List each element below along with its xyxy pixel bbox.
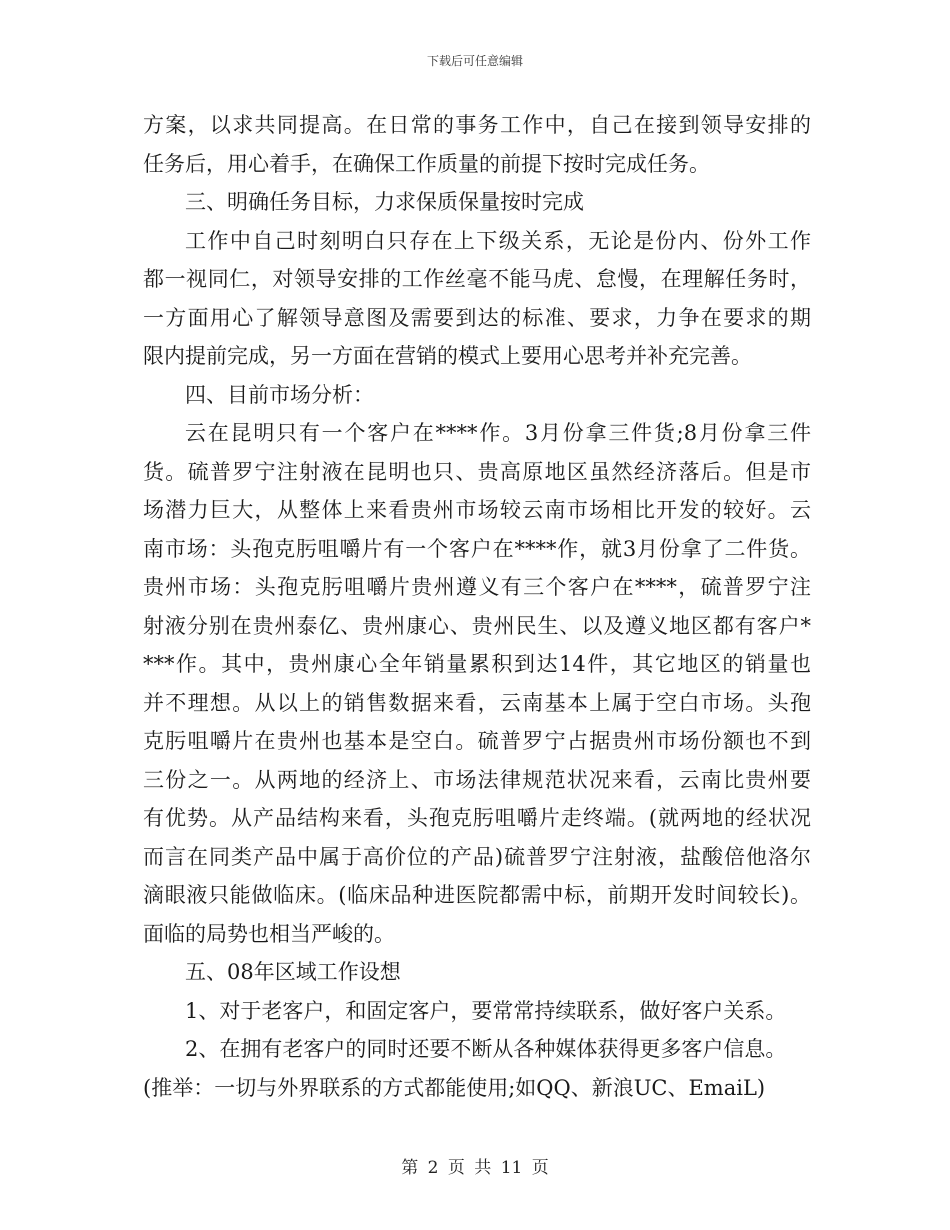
text-line: 都一视同仁，对领导安排的工作丝毫不能马虎、怠慢，在理解任务时， <box>143 267 811 291</box>
text-line: 南市场：头孢克肟咀嚼片有一个客户在****作，就3月份拿了二件货。 <box>143 536 811 561</box>
page-footer: 第 2 页 共 11 页 <box>401 1158 549 1178</box>
text-line: 滴眼液只能做临床。(临床品种进医院都需中标，前期开发时间较长)。 <box>143 883 811 907</box>
text-line: (推举：一切与外界联系的方式都能使用;如QQ、新浪UC、EmaiL) <box>143 1075 766 1100</box>
text-line: 限内提前完成，另一方面在营销的模式上要用心思考并补充完善。 <box>143 344 752 368</box>
text-line: 场潜力巨大，从整体上来看贵州市场较云南市场相比开发的较好。云 <box>143 498 811 522</box>
text-line: 货。硫普罗宁注射液在昆明也只、贵高原地区虽然经济落后。但是市 <box>143 459 811 484</box>
text-line: 工作中自己时刻明白只存在上下级关系，无论是份内、份外工作 <box>185 228 811 253</box>
text-line: 云在昆明只有一个客户在****作。3月份拿三件货;8月份拿三件 <box>185 421 811 445</box>
text-line: 而言在同类产品中属于高价位的产品)硫普罗宁注射液，盐酸倍他洛尔 <box>143 844 811 869</box>
text-line: 克肟咀嚼片在贵州也基本是空白。硫普罗宁占据贵州市场份额也不到 <box>143 729 811 753</box>
text-line: 面临的局势也相当严峻的。 <box>143 921 395 946</box>
text-line: 四、目前市场分析： <box>185 382 374 407</box>
text-line: 三、明确任务目标，力求保质保量按时完成 <box>185 190 584 214</box>
text-line: 方案，以求共同提高。在日常的事务工作中，自己在接到领导安排的 <box>143 113 811 137</box>
document-body <box>143 106 811 1107</box>
text-line: 射液分别在贵州泰亿、贵州康心、贵州民生、以及遵义地区都有客户* <box>143 613 811 638</box>
text-line: 任务后，用心着手，在确保工作质量的前提下按时完成任务。 <box>143 151 710 176</box>
text-line: 并不理想。从以上的销售数据来看，云南基本上属于空白市场。头孢 <box>143 690 811 715</box>
text-line: 五、08年区域工作设想 <box>185 960 401 984</box>
text-line: ***作。其中，贵州康心全年销量累积到达14件，其它地区的销量也 <box>143 652 811 676</box>
text-line: 三份之一。从两地的经济上、市场法律规范状况来看，云南比贵州要 <box>143 767 811 792</box>
text-line: 贵州市场：头孢克肟咀嚼片贵州遵义有三个客户在****，硫普罗宁注 <box>143 575 811 599</box>
text-line: 2、在拥有老客户的同时还要不断从各种媒体获得更多客户信息。 <box>185 1037 787 1061</box>
page-header: 下载后可任意编辑 <box>426 54 523 68</box>
text-line: 一方面用心了解领导意图及需要到达的标准、要求，力争在要求的期 <box>143 305 811 330</box>
text-line: 有优势。从产品结构来看，头孢克肟咀嚼片走终端。(就两地的经状况 <box>143 806 811 830</box>
text-line: 1、对于老客户，和固定客户，要常常持续联系，做好客户关系。 <box>185 998 787 1023</box>
